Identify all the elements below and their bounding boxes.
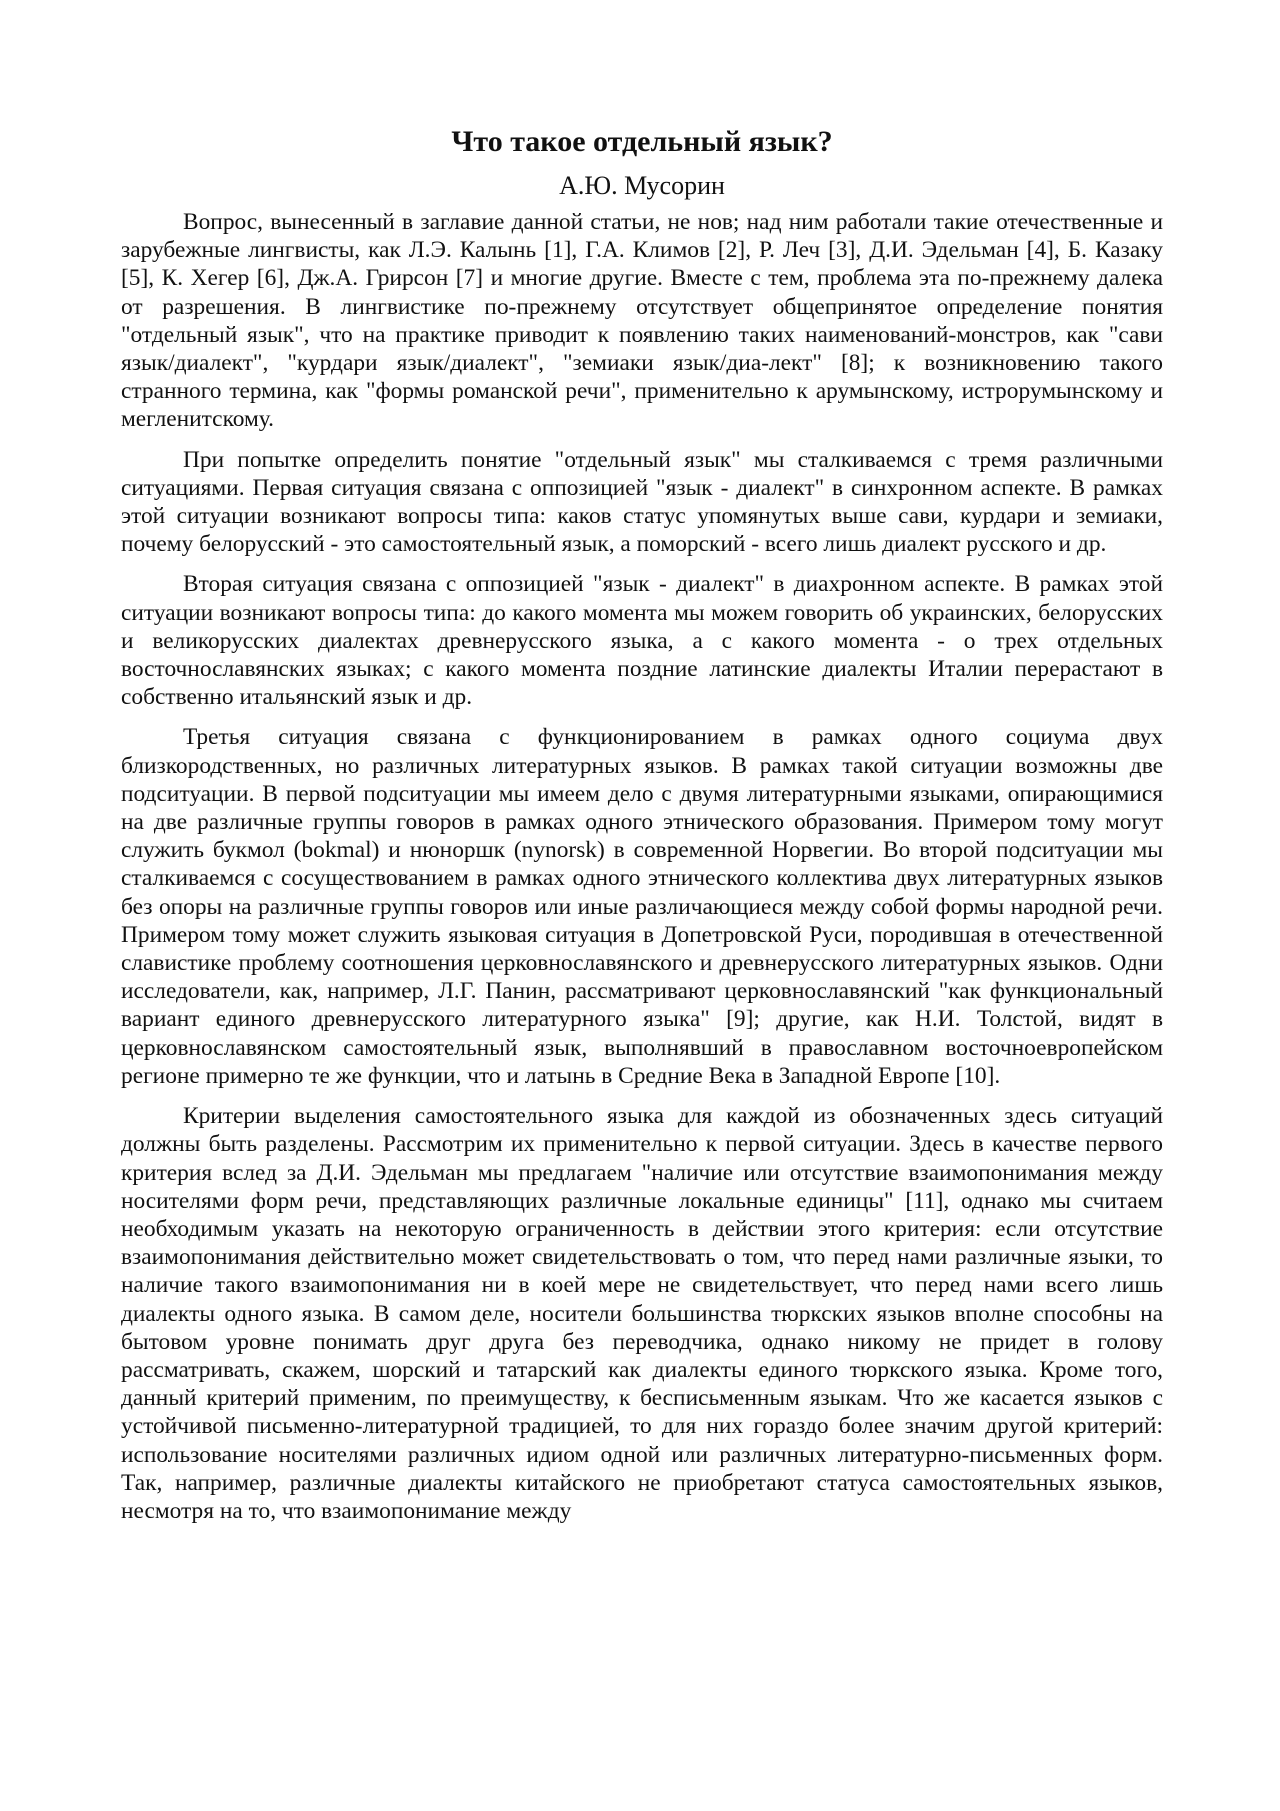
document-page	[121, 118, 1163, 1537]
document-title: Что такое отдельный язык?	[451, 125, 833, 158]
paragraph-1: Вопрос, вынесенный в заглавие данной статьи, не нов; над ним работали такие отечественные и зарубежные лингвисты, как Л.Э. Калынь [1], Г.А. Климов [2], Р. Леч [3], Д.И. Эдельман [4], Б. Казаку [5], К. Хегер [6], Дж.А. Грирсон [7] и многие другие. Вместе с тем, проблема эта по-прежнему далека от разрешения. В лингвистике по-прежнему отсутствует общепринятое определение понятия "отдельный язык", что на практике приводит к появлению таких наименований-монстров, как "сави язык/диалект", "курдари язык/диалект", "земиаки язык/диа-лект" [8]; к возникновению такого странного термина, как "формы романской речи", применительно к арумынскому, истрорумынскому и мегленитскому.	[121, 209, 1163, 433]
paragraph-5: Критерии выделения самостоятельного языка для каждой из обозначенных здесь ситуаций должны быть разделены. Рассмотрим их применительно к первой ситуации. Здесь в качестве первого критерия вслед за Д.И. Эдельман мы предлагаем "наличие или отсутствие взаимопонимания между носителями форм речи, представляющих различные локальные единицы" [11], однако мы считаем необходимым указать на некоторую ограниченность в действии этого критерия: если отсутствие взаимопонимания действительно может свидетельствовать о том, что перед нами различные языки, то наличие такого взаимопонимания ни в коей мере не свидетельствует, что перед нами всего лишь диалекты одного языка. В самом деле, носители большинства тюркских языков вполне способны на бытовом уровне понимать друг друга без переводчика, однако никому не придет в голову рассматривать, скажем, шорский и татарский как диалекты единого тюркского языка. Кроме того, данный критерий применим, по преимуществу, к бесписьменным языкам. Что же касается языков с устойчивой письменно-литературной традицией, то для них гораздо более значим другой критерий: использование носителями различных идиом одной или различных литературно-письменных форм. Так, например, различные диалекты китайского не приобретают статуса самостоятельных языков, несмотря на то, что взаимопонимание между	[121, 1103, 1163, 1524]
paragraph-3: Вторая ситуация связана с оппозицией "язык - диалект" в диахронном аспекте. В рамках этой ситуации возникают вопросы типа: до какого момента мы можем говорить об украинских, белорусских и великорусских диалектах древнерусского языка, а с какого момента - о трех отдельных восточнославянских языках; с какого момента поздние латинские диалекты Италии перерастают в собственно итальянский язык и др.	[121, 571, 1163, 711]
paragraph-4: Третья ситуация связана с функционированием в рамках одного социума двух близкородственных, но различных литературных языков. В рамках такой ситуации возможны две подситуации. В первой подситуации мы имеем дело с двумя литературными языками, опирающимися на две различные группы говоров в рамках одного этнического образования. Примером тому могут служить букмол (bokmal) и нюноршк (nynorsk) в современной Норвегии. Во второй подситуации мы сталкиваемся с сосуществованием в рамках одного этнического коллектива двух литературных языков без опоры на различные группы говоров или иные различающиеся между собой формы народной речи. Примером тому может служить языковая ситуация в Допетровской Руси, породившая в отечественной славистике проблему соотношения церковнославянского и древнерусского литературных языков. Одни исследователи, как, например, Л.Г. Панин, рассматривают церковнославянский "как функциональный вариант единого древнерусского литературного языка" [9]; другие, как Н.И. Толстой, видят в церковнославянском самостоятельный язык, выполнявший в православном восточноевропейском регионе примерно те же функции, что и латынь в Средние Века в Западной Европе [10].	[121, 724, 1163, 1089]
document-author: А.Ю. Мусорин	[559, 171, 725, 200]
paragraph-2: При попытке определить понятие "отдельный язык" мы сталкиваемся с тремя различными ситуациями. Первая ситуация связана с оппозицией "язык - диалект" в синхронном аспекте. В рамках этой ситуации возникают вопросы типа: каков статус упомянутых выше сави, курдари и земиаки, почему белорусский - это самостоятельный язык, а поморский - всего лишь диалект русского и др.	[121, 446, 1163, 558]
